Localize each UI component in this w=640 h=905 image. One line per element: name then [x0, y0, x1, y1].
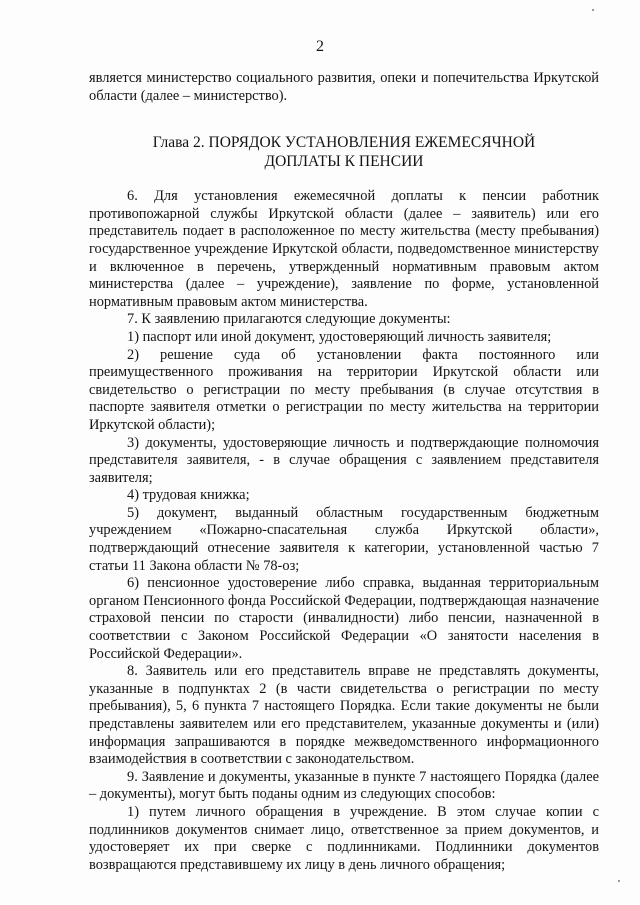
document-body — [89, 70, 599, 874]
list-item-7-6: 6) пенсионное удостоверение либо справка, выданная территориальным органом Пенсионного фонда Российской Федерации, подтверждающая назначение страховой пенсии по старости (инвалидности) либо пенсии, назначенной в соответствии с Законом Российской Федерации «О занятости населения в Российской Федерации». — [89, 575, 599, 662]
paragraph-9: 9. Заявление и документы, указанные в пункте 7 настоящего Порядка (далее – документы), могут быть поданы одним из следующих способов: — [89, 768, 599, 803]
list-item-7-3: 3) документы, удостоверяющие личность и подтверждающие полномочия представителя заявителя, - в случае обращения с заявлением представителя заявителя; — [89, 434, 599, 486]
page-number: 2 — [316, 38, 324, 55]
scan-mark — [618, 880, 620, 882]
list-item-7-4: 4) трудовая книжка; — [127, 487, 250, 504]
intro-paragraph: является министерство социального развития, опеки и попечительства Иркутской области (далее – министерство). — [89, 70, 599, 104]
list-item-7-1: 1) паспорт или иной документ, удостоверяющий личность заявителя; — [127, 328, 552, 345]
chapter-heading-line: Глава 2. ПОРЯДОК УСТАНОВЛЕНИЯ ЕЖЕМЕСЯЧНОЙ — [152, 134, 536, 152]
paragraph-7: 7. К заявлению прилагаются следующие документы: — [127, 311, 451, 328]
paragraph-6: 6. Для установления ежемесячной доплаты к пенсии работник противопожарной службы Иркутской области (далее – заявитель) или его представитель подает в расположенное по месту жительства (месту пребывания) государственное учреждение Иркутской области, подведомственное министерству и включенное в перечень, утвержденный нормативным правовым актом министерства (далее – учреждение), заявление по форме, установленной нормативным правовым актом министерства. — [89, 188, 599, 310]
chapter-heading-line: ДОПЛАТЫ К ПЕНСИИ — [264, 153, 424, 171]
scan-mark — [592, 9, 594, 11]
list-item-7-2: 2) решение суда об установлении факта постоянного или преимущественного проживания на территории Иркутской области или свидетельство о регистрации по месту пребывания (в случае отсутствия в паспорте заявителя отметки о регистрации по месту жительства на территории Иркутской области); — [89, 346, 599, 433]
list-item-9-1: 1) путем личного обращения в учреждение. В этом случае копии с подлинников документов снимает лицо, ответственное за прием документов, и удостоверяет их при сверке с подлинниками. Подлинники документов возвращаются представившему их лицу в день личного обращения; — [89, 803, 599, 873]
paragraph-8: 8. Заявитель или его представитель вправе не представлять документы, указанные в подпунктах 2 (в части свидетельства о регистрации по месту пребывания), 5, 6 пункта 7 настоящего Порядка. Если такие документы не были представлены заявителем или его представителем, указанные документы и (или) информация запрашиваются в порядке межведомственного информационного взаимодействия в соответствии с законодательством. — [89, 663, 599, 768]
list-item-7-5: 5) документ, выданный областным государственным бюджетным учреждением «Пожарно-спасательная служба Иркутской области», подтверждающий отнесение заявителя к категории, установленной частью 7 статьи 11 Закона области № 78-оз; — [89, 504, 599, 574]
chapter-heading — [89, 133, 599, 171]
